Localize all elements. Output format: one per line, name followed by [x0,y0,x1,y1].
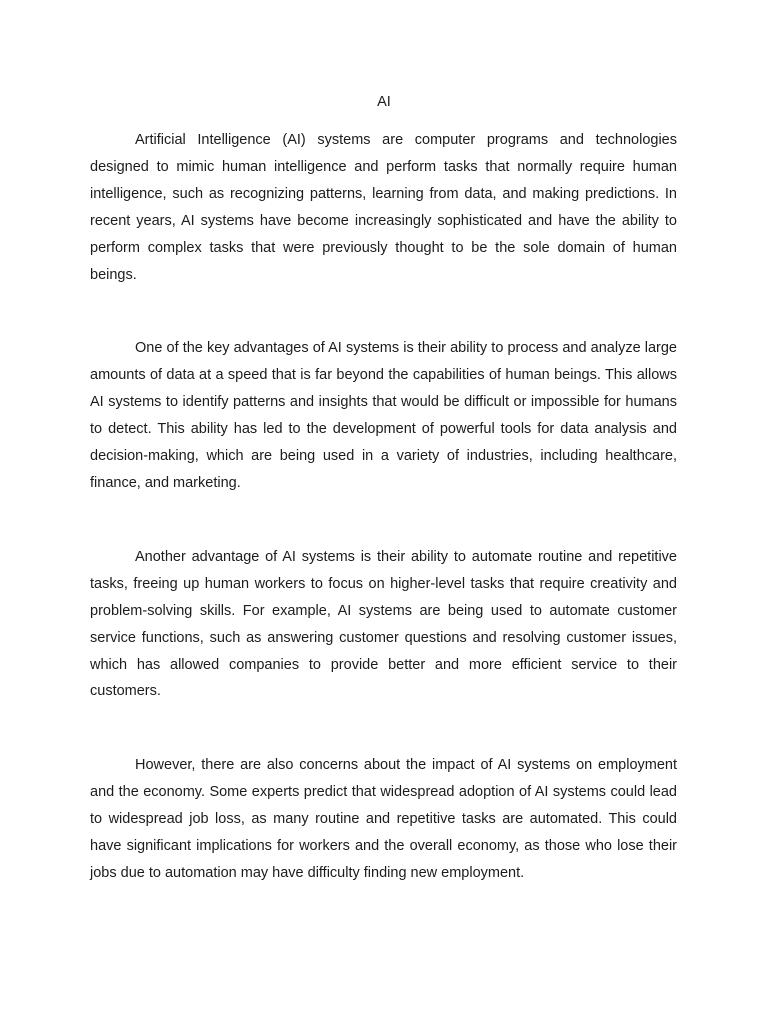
paragraph-automation: Another advantage of AI systems is their ability to automate routine and repetitive tasks, freeing up human workers to focus on higher-level tasks that require creativity and problem-solving skills. For example, AI systems are being used to automate customer service functions, such as answering customer questions and resolving customer issues, which has allowed companies to provide better and more efficient service to their customers. [90,548,677,700]
document-body [90,127,677,934]
paragraph-employment-concerns: However, there are also concerns about the impact of AI systems on employment and the economy. Some experts predict that widespread adoption of AI systems could lead to widespread job loss, as many routine and repetitive tasks are automated. This could have significant implications for workers and the overall economy, as those who lose their jobs due to automation may have difficulty finding new employment. [90,757,677,881]
document-title: AI [377,94,391,110]
paragraph-data-analysis: One of the key advantages of AI systems is their ability to process and analyze large amounts of data at a speed that is far beyond the capabilities of human beings. This allows AI systems to identify patterns and insights that would be difficult or impossible for humans to detect. This ability has led to the development of powerful tools for data analysis and decision-making, which are being used in a variety of industries, including healthcare, finance, and marketing. [90,340,677,491]
paragraph-intro: Artificial Intelligence (AI) systems are computer programs and technologies designed to mimic human intelligence and perform tasks that normally require human intelligence, such as recognizing patterns, learning from data, and making predictions. In recent years, AI systems have become increasingly sophisticated and have the ability to perform complex tasks that were previously thought to be the sole domain of human beings. [90,132,677,283]
